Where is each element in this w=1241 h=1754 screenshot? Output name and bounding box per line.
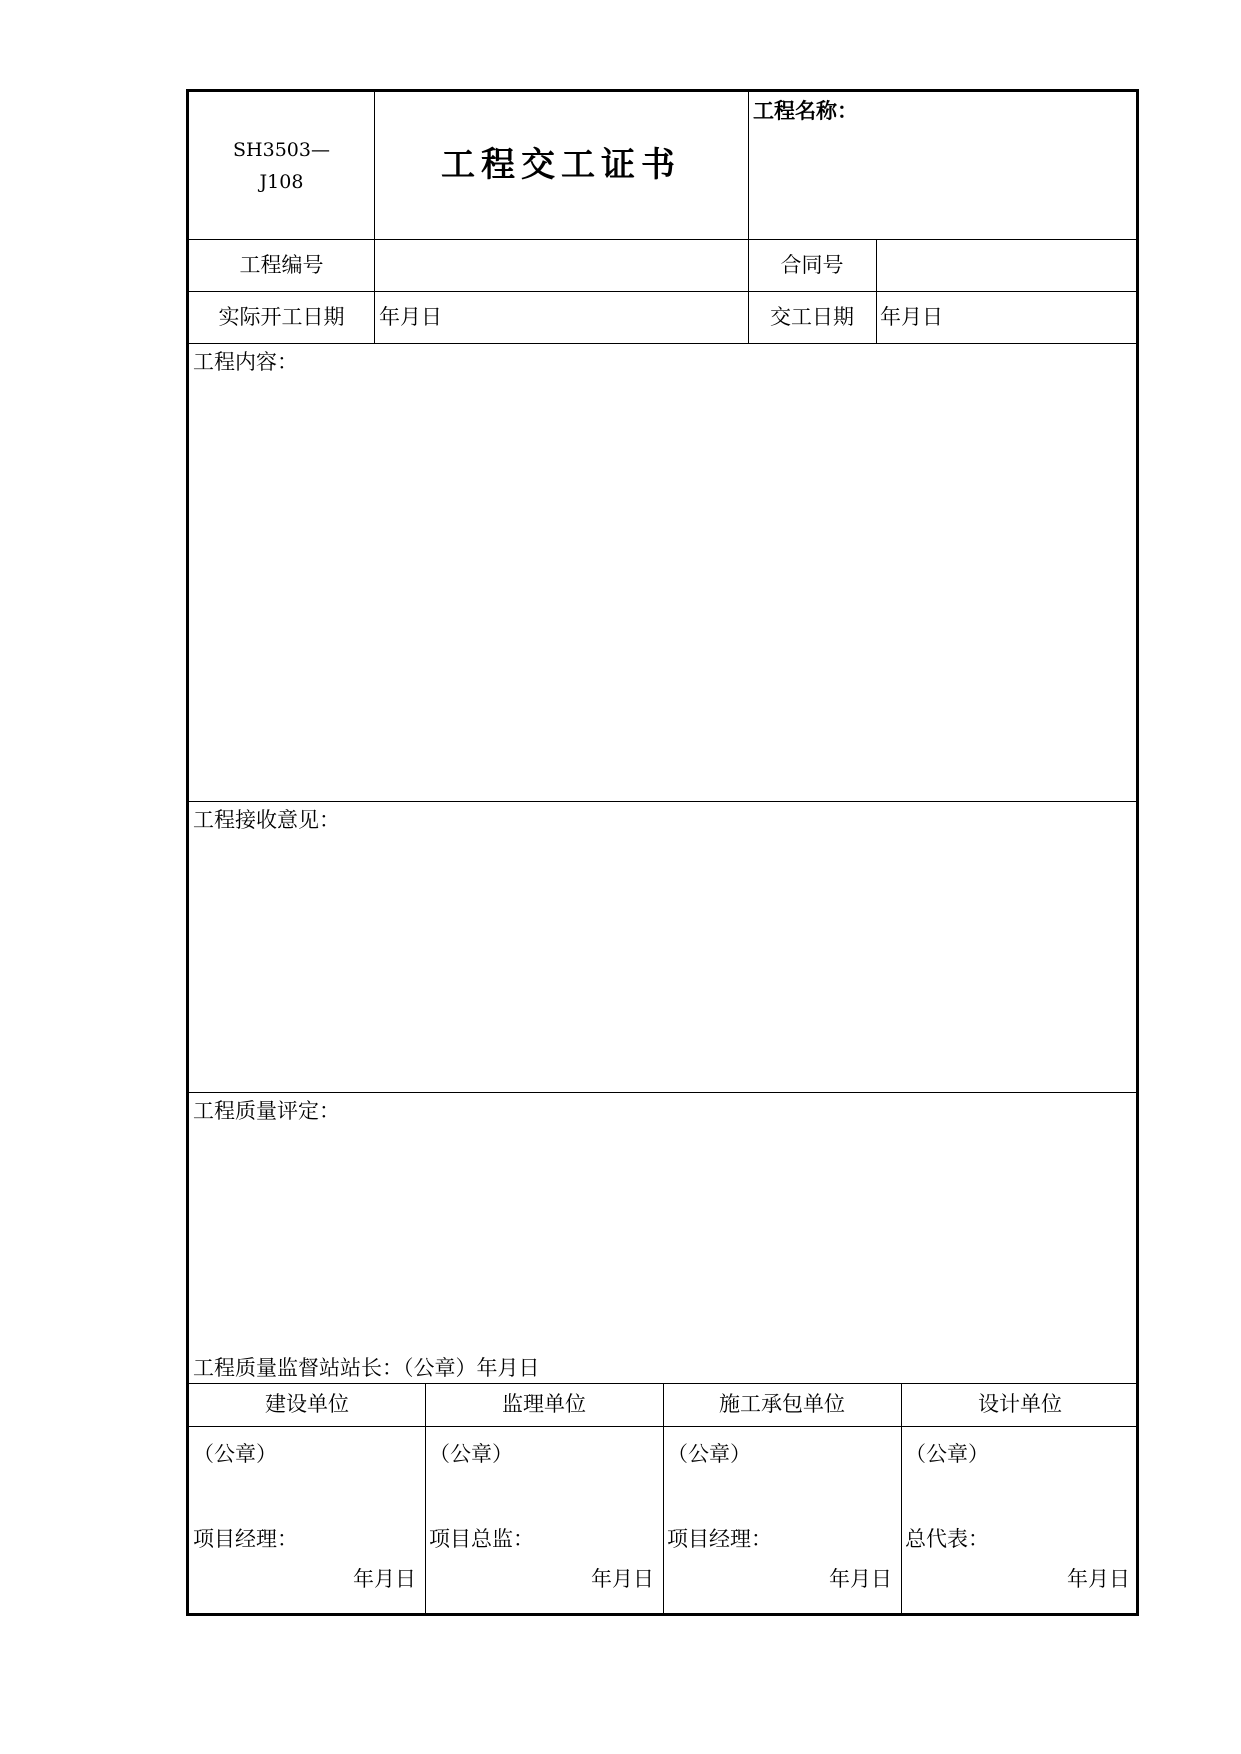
handover-certificate-form <box>186 89 1139 1616</box>
unit-name: 建设单位 <box>265 1392 349 1416</box>
quality-label: 工程质量评定： <box>193 1099 340 1123</box>
role-label: 项目经理： <box>667 1527 772 1551</box>
acceptance-label: 工程接收意见： <box>193 808 340 832</box>
divider <box>189 291 1139 292</box>
divider <box>748 92 749 343</box>
form-code <box>189 134 374 198</box>
role-label: 总代表： <box>905 1527 989 1551</box>
seal-label: （公章） <box>905 1442 989 1466</box>
divider <box>189 343 1139 344</box>
handover-date-value: 年月日 <box>880 305 943 329</box>
seal-label: （公章） <box>429 1442 513 1466</box>
form-code-line2: J108 <box>259 171 304 193</box>
unit-name: 施工承包单位 <box>719 1392 845 1416</box>
role-label: 项目总监： <box>429 1527 534 1551</box>
start-date-value: 年月日 <box>379 305 442 329</box>
divider <box>425 1383 426 1616</box>
start-date-label: 实际开工日期 <box>218 305 345 329</box>
handover-date-label: 交工日期 <box>770 305 854 329</box>
divider <box>189 1383 1139 1384</box>
supervisor-signature-line: 工程质量监督站站长：（公章）年月日 <box>193 1356 540 1380</box>
seal-label: （公章） <box>193 1442 277 1466</box>
role-label: 项目经理： <box>193 1527 298 1551</box>
divider <box>189 801 1139 802</box>
date-label: 年月日 <box>353 1567 416 1591</box>
divider <box>189 239 1139 240</box>
date-label: 年月日 <box>591 1567 654 1591</box>
project-no-field[interactable] <box>378 244 744 288</box>
divider <box>374 92 375 343</box>
form-code-line1: SH3503— <box>233 139 330 161</box>
contract-no-label: 合同号 <box>780 253 844 277</box>
content-label: 工程内容： <box>193 350 298 374</box>
project-no-label: 工程编号 <box>239 253 324 277</box>
seal-label: （公章） <box>667 1442 751 1466</box>
divider <box>189 1426 1139 1427</box>
document-title: 工程交工证书 <box>441 145 681 185</box>
contract-no-field[interactable] <box>880 244 1135 288</box>
divider <box>663 1383 664 1616</box>
divider <box>901 1383 902 1616</box>
unit-name: 监理单位 <box>502 1392 586 1416</box>
date-label: 年月日 <box>1067 1567 1130 1591</box>
unit-name: 设计单位 <box>978 1392 1062 1416</box>
date-label: 年月日 <box>829 1567 892 1591</box>
project-name-label: 工程名称： <box>753 98 858 123</box>
divider <box>189 1092 1139 1093</box>
